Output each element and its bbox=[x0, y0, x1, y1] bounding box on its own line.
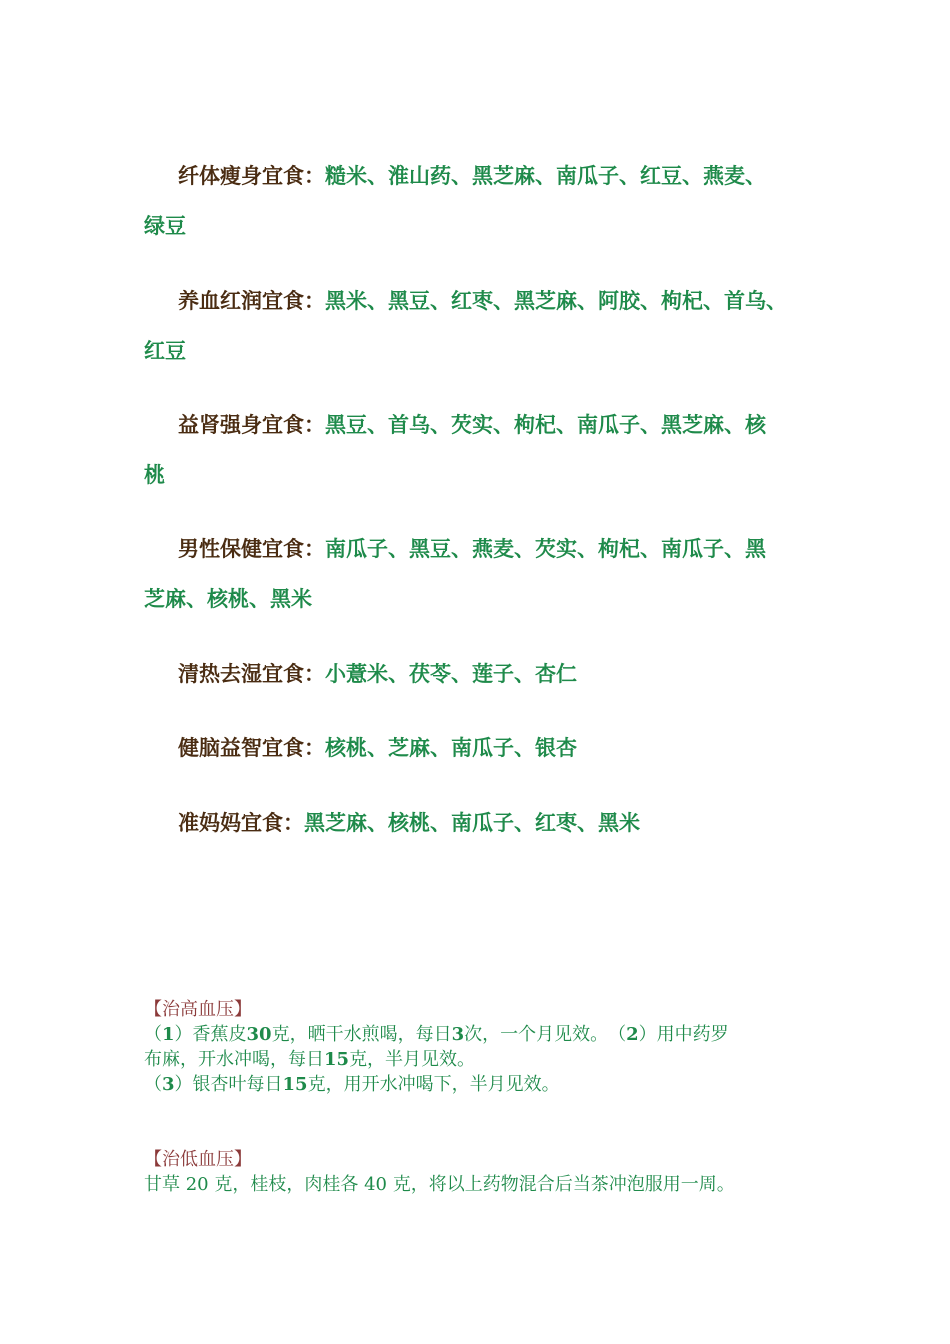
diet-foods: 黑豆、首乌、芡实、枸杞、南瓜子、黑芝麻、核 bbox=[325, 412, 766, 437]
remedy-line bbox=[144, 1047, 834, 1072]
diet-line bbox=[144, 151, 834, 201]
text: 布麻，开水冲喝，每日 bbox=[144, 1049, 324, 1070]
diet-foods: 桃 bbox=[144, 462, 165, 487]
diet-label: 健脑益智宜食： bbox=[178, 735, 325, 760]
number: 1 bbox=[162, 1024, 175, 1045]
diet-foods: 糙米、淮山药、黑芝麻、南瓜子、红豆、燕麦、 bbox=[325, 163, 766, 188]
number: 15 bbox=[324, 1049, 350, 1070]
text: ）银杏叶每日 bbox=[174, 1074, 283, 1095]
number: 15 bbox=[282, 1074, 308, 1095]
diet-item-heat bbox=[144, 649, 834, 699]
remedy-line bbox=[144, 1072, 834, 1097]
text: ）香蕉皮 bbox=[174, 1024, 247, 1045]
diet-foods: 黑米、黑豆、红枣、黑芝麻、阿胶、枸杞、首乌、 bbox=[325, 288, 787, 313]
diet-line bbox=[144, 276, 834, 326]
diet-line bbox=[144, 723, 834, 773]
diet-label: 纤体瘦身宜食： bbox=[178, 163, 325, 188]
diet-label: 益肾强身宜食： bbox=[178, 412, 325, 437]
diet-line bbox=[144, 201, 834, 251]
high-bp-remedy bbox=[144, 997, 834, 1097]
low-bp-remedy bbox=[144, 1147, 834, 1197]
diet-foods: 核桃、芝麻、南瓜子、银杏 bbox=[325, 735, 577, 760]
text: 克，用开水冲喝下，半月见效。 bbox=[307, 1074, 560, 1095]
diet-foods: 红豆 bbox=[144, 338, 186, 363]
diet-label: 养血红润宜食： bbox=[178, 288, 325, 313]
diet-line bbox=[144, 574, 834, 624]
remedy-line: 甘草 20 克，桂枝，肉桂各 40 克，将以上药物混合后当茶冲泡服用一周。 bbox=[144, 1174, 735, 1195]
diet-line bbox=[144, 649, 834, 699]
diet-item-kidney bbox=[144, 400, 834, 500]
diet-foods: 黑芝麻、核桃、南瓜子、红枣、黑米 bbox=[304, 810, 640, 835]
diet-foods: 绿豆 bbox=[144, 213, 186, 238]
diet-foods: 南瓜子、黑豆、燕麦、芡实、枸杞、南瓜子、黑 bbox=[325, 536, 766, 561]
text: 克，半月见效。 bbox=[349, 1049, 476, 1070]
diet-line bbox=[144, 326, 834, 376]
diet-label: 准妈妈宜食： bbox=[178, 810, 304, 835]
text: （ bbox=[144, 1024, 162, 1045]
number: 2 bbox=[626, 1024, 639, 1045]
diet-line bbox=[144, 524, 834, 574]
text: （ bbox=[144, 1074, 162, 1095]
diet-label: 男性保健宜食： bbox=[178, 536, 325, 561]
number: 30 bbox=[246, 1024, 272, 1045]
diet-item-pregnant bbox=[144, 798, 834, 848]
remedy-line bbox=[144, 1022, 834, 1047]
text: 克，晒干水煎喝，每日 bbox=[271, 1024, 452, 1045]
section-title: 【治高血压】 bbox=[144, 999, 252, 1020]
diet-foods: 芝麻、核桃、黑米 bbox=[144, 586, 312, 611]
diet-item-blood bbox=[144, 276, 834, 376]
number: 3 bbox=[162, 1074, 175, 1095]
diet-line bbox=[144, 450, 834, 500]
number: 3 bbox=[451, 1024, 465, 1045]
diet-line bbox=[144, 400, 834, 450]
section-title: 【治低血压】 bbox=[144, 1149, 252, 1170]
diet-item-male bbox=[144, 524, 834, 624]
diet-line bbox=[144, 798, 834, 848]
diet-item-slimming bbox=[144, 151, 834, 251]
diet-foods: 小薏米、茯苓、莲子、杏仁 bbox=[325, 661, 577, 686]
text: ）用中药罗 bbox=[638, 1024, 729, 1045]
diet-item-brain bbox=[144, 723, 834, 773]
diet-label: 清热去湿宜食： bbox=[178, 661, 325, 686]
text: 次，一个月见效。 （ bbox=[464, 1024, 627, 1045]
